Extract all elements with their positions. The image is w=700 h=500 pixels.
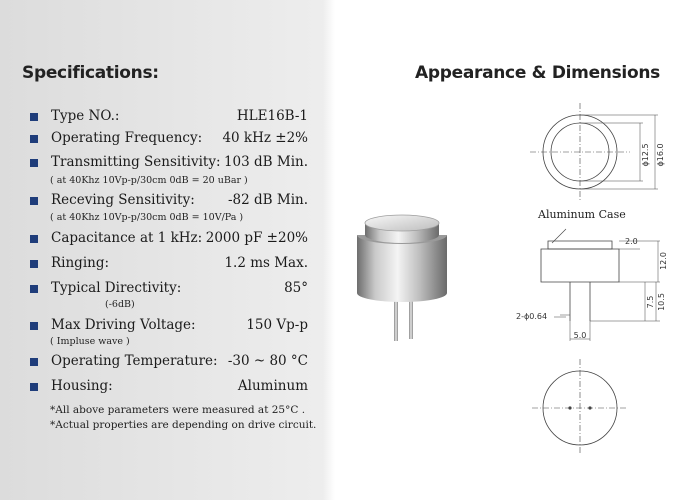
spec-note: ( Impluse wave ): [50, 336, 130, 347]
spec-note: ( at 40Khz 10Vp-p/30cm 0dB = 20 uBar ): [50, 175, 248, 186]
specifications-heading: Specifications:: [22, 63, 159, 83]
spec-row-receiving: [30, 192, 310, 212]
spec-value: 103 dB Min.: [223, 154, 308, 170]
spec-label: Ringing:: [51, 255, 110, 271]
spec-label: Transmitting Sensitivity:: [51, 154, 221, 170]
bullet-icon: [30, 383, 38, 391]
bullet-icon: [30, 285, 38, 293]
aluminum-case-label: Aluminum Case: [538, 208, 626, 221]
spec-label: Receving Sensitivity:: [51, 192, 195, 208]
bullet-icon: [30, 260, 38, 268]
spec-value: HLE16B-1: [236, 108, 308, 124]
footnote: *All above parameters were measured at 25°C .: [50, 404, 306, 416]
dim-top-step: 2.0: [625, 237, 638, 246]
spec-row-type: [30, 108, 310, 128]
spec-label: Operating Temperature:: [51, 353, 218, 369]
spec-row-transmitting: [30, 154, 310, 174]
dim-pin-diameter: 2-ϕ0.64: [516, 312, 548, 321]
bullet-icon: [30, 159, 38, 167]
spec-row-voltage: [30, 317, 310, 337]
bottom-view: [532, 359, 628, 455]
bullet-icon: [30, 135, 38, 143]
spec-label: Max Driving Voltage:: [51, 317, 196, 333]
spec-label: Capacitance at 1 kHz:: [51, 230, 203, 246]
dim-pin-pitch: 5.0: [573, 331, 587, 340]
spec-label: Typical Directivity:: [51, 280, 182, 296]
product-photo: [345, 205, 465, 345]
dim-inner-diameter: ϕ12.5: [641, 143, 650, 167]
dim-pin-total: 10.5: [657, 293, 666, 311]
spec-value: 2000 pF ±20%: [205, 230, 308, 246]
spec-row-ringing: [30, 255, 310, 275]
spec-label: Operating Frequency:: [51, 130, 203, 146]
dimension-drawing: [480, 95, 690, 455]
spec-label: Housing:: [51, 378, 113, 394]
spec-label: Type NO.:: [51, 108, 120, 124]
spec-value: Aluminum: [237, 378, 308, 394]
spec-value: -30 ~ 80 °C: [227, 353, 308, 369]
bullet-icon: [30, 358, 38, 366]
bullet-icon: [30, 113, 38, 121]
footnote: *Actual properties are depending on drive circuit.: [50, 419, 317, 431]
dim-outer-diameter: ϕ16.0: [656, 143, 665, 167]
spec-value: 1.2 ms Max.: [224, 255, 308, 271]
dim-height: 12.0: [659, 252, 668, 270]
spec-value: 85°: [284, 280, 308, 296]
dim-pin-length: 7.5: [646, 295, 655, 309]
spec-row-housing: [30, 378, 310, 398]
spec-value: 150 Vp-p: [246, 317, 308, 333]
appearance-heading: Appearance & Dimensions: [415, 63, 660, 83]
spec-row-directivity: [30, 280, 310, 300]
side-view: [541, 229, 660, 341]
top-view: [530, 103, 658, 201]
spec-note: ( at 40Khz 10Vp-p/30cm 0dB = 10V/Pa ): [50, 212, 244, 223]
spec-note: (-6dB): [105, 299, 135, 310]
bullet-icon: [30, 235, 38, 243]
bullet-icon: [30, 197, 38, 205]
spec-row-frequency: [30, 130, 310, 150]
spec-value: -82 dB Min.: [227, 192, 308, 208]
spec-value: 40 kHz ±2%: [222, 130, 308, 146]
bullet-icon: [30, 322, 38, 330]
spec-row-temperature: [30, 353, 310, 373]
spec-row-capacitance: [30, 230, 310, 250]
